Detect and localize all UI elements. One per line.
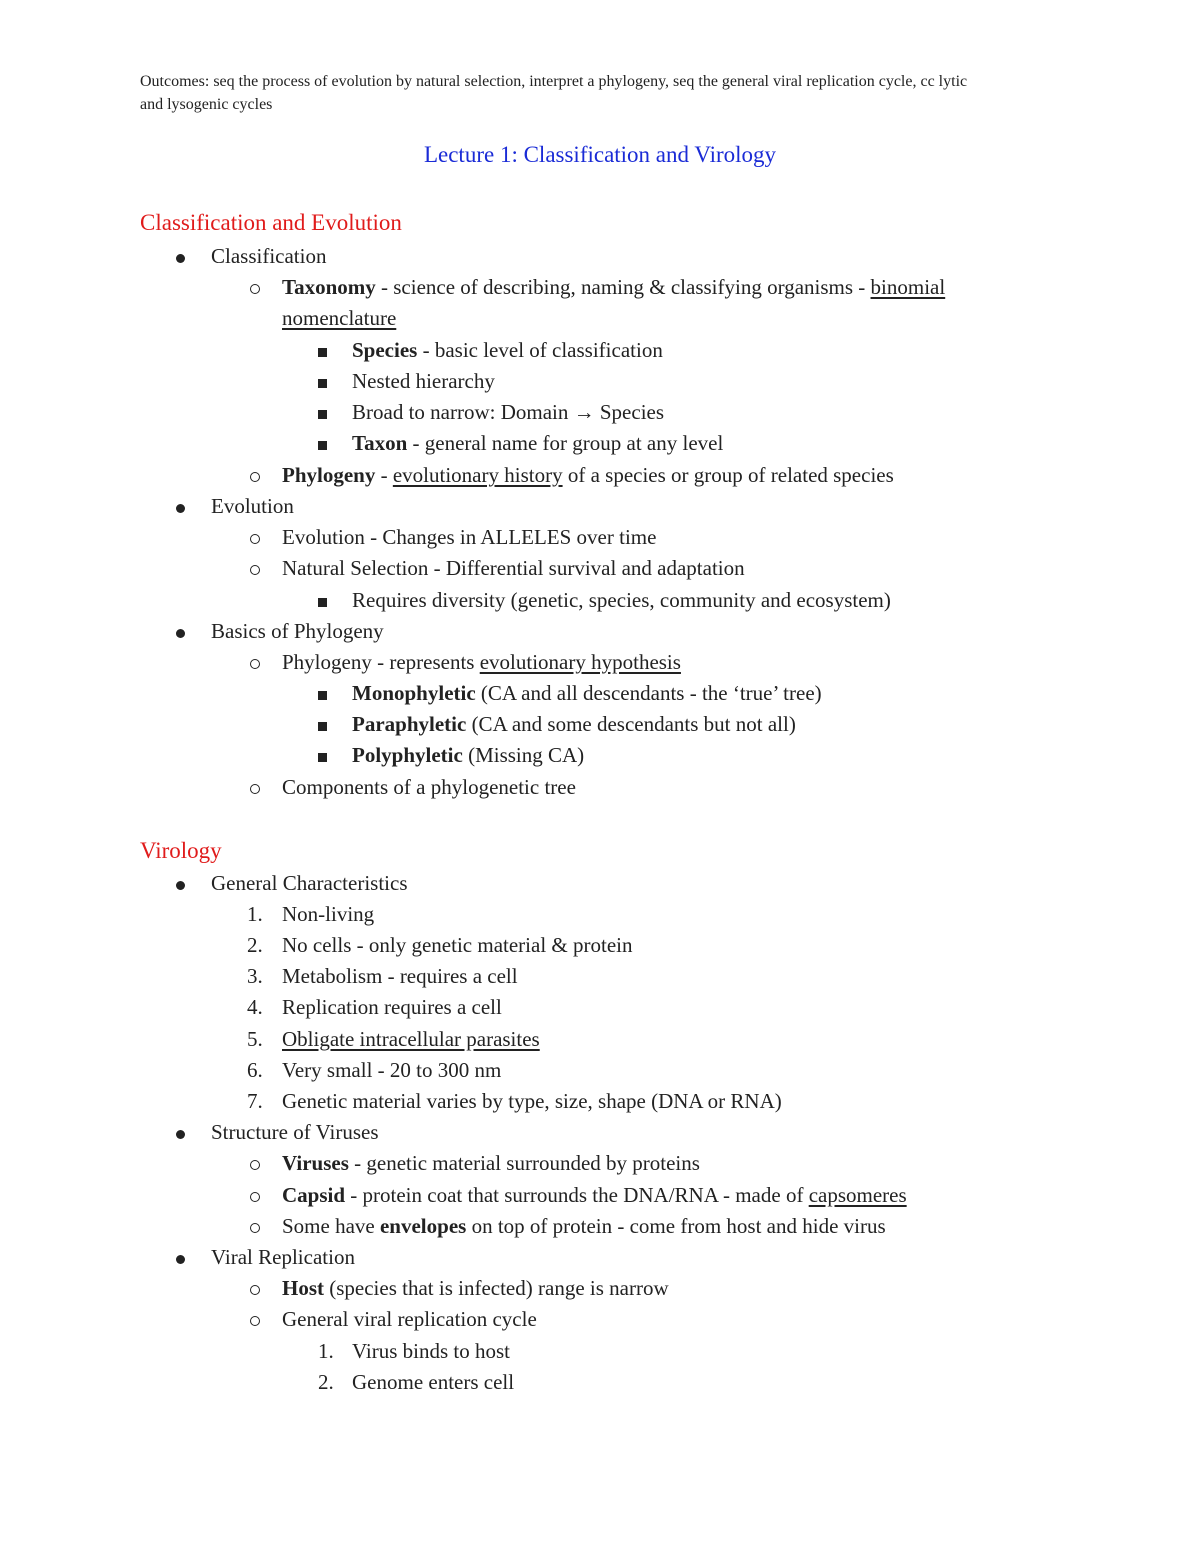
host-def: (species that is infected) range is narrow — [324, 1276, 669, 1300]
lecture-title: Lecture 1: Classification and Virology — [423, 142, 777, 167]
square-bullet-icon — [318, 428, 327, 459]
circle-bullet-icon — [250, 1211, 260, 1242]
list-number: 7. — [247, 1089, 263, 1113]
term-monophyletic: Monophyletic — [352, 681, 476, 705]
taxonomy-link-binomial: binomial — [870, 275, 946, 299]
list-item-phylogeny — [282, 460, 894, 491]
polyphyletic-def: (Missing CA) — [462, 743, 585, 767]
term-taxon: Taxon — [352, 431, 408, 455]
phylo-rep-text: Phylogeny - represents — [282, 650, 480, 674]
section-heading-classification: Classification and Evolution — [140, 210, 402, 235]
phylogeny-dash: - — [375, 463, 393, 487]
circle-bullet-icon — [250, 522, 260, 553]
outcomes-line-2: and lysogenic cycles — [140, 96, 273, 113]
circle-bullet-icon — [250, 553, 260, 584]
capsid-def: - protein coat that surrounds the DNA/RNA - made of — [345, 1183, 809, 1207]
list-item-viruses — [282, 1148, 700, 1179]
list-item-replication: Viral Replication — [211, 1245, 355, 1269]
list-item-structure: Structure of Viruses — [211, 1120, 379, 1144]
square-bullet-icon — [318, 678, 327, 709]
circle-bullet-icon — [250, 1180, 260, 1211]
square-bullet-icon — [318, 397, 327, 428]
list-number: 4. — [247, 995, 263, 1019]
outcomes-line-1: Outcomes: seq the process of evolution by natural selection, interpret a phylogeny, seq the general viral replication cycle, cc lytic — [140, 73, 968, 90]
species-definition: - basic level of classification — [417, 338, 663, 362]
list-item-taxonomy-cont — [282, 303, 396, 334]
taxonomy-definition: - science of describing, naming & classifying organisms - — [375, 275, 871, 299]
term-taxonomy: Taxonomy — [282, 275, 376, 299]
phylogeny-link: evolutionary history — [392, 463, 563, 487]
list-number: 1. — [318, 1339, 334, 1363]
list-item-numbered: Genetic material varies by type, size, shape (DNA or RNA) — [282, 1089, 782, 1113]
circle-bullet-icon — [250, 1148, 260, 1179]
list-item-polyphyletic — [352, 740, 584, 771]
list-item-numbered: Very small - 20 to 300 nm — [282, 1058, 502, 1082]
list-item-cycle: General viral replication cycle — [282, 1307, 537, 1331]
phylogeny-rest: of a species or group of related species — [562, 463, 894, 487]
list-item-taxonomy — [282, 272, 945, 303]
taxonomy-link-nomenclature: nomenclature — [282, 306, 397, 330]
term-species: Species — [352, 338, 418, 362]
paraphyletic-def: (CA and some descendants but not all) — [466, 712, 796, 736]
taxon-definition: - general name for group at any level — [407, 431, 724, 455]
capsid-link: capsomeres — [808, 1183, 907, 1207]
circle-bullet-icon — [250, 1273, 260, 1304]
term-viruses: Viruses — [282, 1151, 349, 1175]
list-item-natural-selection: Natural Selection - Differential survival and adaptation — [282, 556, 745, 580]
section-heading-virology: Virology — [140, 838, 222, 863]
list-item-nested: Nested hierarchy — [352, 369, 495, 393]
list-item-evolution-def: Evolution - Changes in ALLELES over time — [282, 525, 657, 549]
list-item-step: Genome enters cell — [352, 1370, 515, 1394]
phylo-rep-link: evolutionary hypothesis — [479, 650, 681, 674]
bullet-icon — [176, 616, 185, 647]
circle-bullet-icon — [250, 772, 260, 803]
circle-bullet-icon — [250, 1304, 260, 1335]
circle-bullet-icon — [250, 460, 260, 491]
list-item-numbered: Obligate intracellular parasites — [282, 1027, 540, 1051]
list-number: 2. — [247, 933, 263, 957]
term-host: Host — [282, 1276, 324, 1300]
square-bullet-icon — [318, 366, 327, 397]
list-item-components: Components of a phylogenetic tree — [282, 775, 576, 799]
list-item-numbered: Replication requires a cell — [282, 995, 502, 1019]
square-bullet-icon — [318, 585, 327, 616]
list-item-envelopes — [282, 1211, 886, 1242]
viruses-def: - genetic material surrounded by proteins — [348, 1151, 700, 1175]
list-item-capsid — [282, 1180, 907, 1211]
list-item-general: General Characteristics — [211, 871, 408, 895]
list-number: 1. — [247, 902, 263, 926]
list-item-numbered: Non-living — [282, 902, 375, 926]
square-bullet-icon — [318, 335, 327, 366]
list-item-basics: Basics of Phylogeny — [211, 619, 384, 643]
env-pre: Some have — [282, 1214, 380, 1238]
circle-bullet-icon — [250, 647, 260, 678]
list-item-broad: Broad to narrow: Domain → Species — [352, 400, 665, 424]
term-polyphyletic: Polyphyletic — [352, 743, 463, 767]
term-envelopes: envelopes — [379, 1214, 467, 1238]
list-item-monophyletic — [352, 678, 822, 709]
outcomes-text — [140, 70, 1070, 116]
list-number: 5. — [247, 1027, 263, 1051]
monophyletic-def: (CA and all descendants - the ‘true’ tree) — [475, 681, 822, 705]
list-item-classification: Classification — [211, 244, 327, 268]
list-number: 6. — [247, 1058, 263, 1082]
list-number: 3. — [247, 964, 263, 988]
env-post: on top of protein - come from host and hide virus — [466, 1214, 886, 1238]
square-bullet-icon — [318, 709, 327, 740]
list-item-evolution: Evolution — [211, 494, 294, 518]
list-item-phylo-rep — [282, 647, 681, 678]
circle-bullet-icon — [250, 272, 260, 303]
list-number: 2. — [318, 1370, 334, 1394]
list-item-diversity: Requires diversity (genetic, species, community and ecosystem) — [352, 588, 891, 612]
list-item-taxon — [352, 428, 723, 459]
list-item-host — [282, 1273, 669, 1304]
term-capsid: Capsid — [282, 1183, 346, 1207]
list-item-numbered: No cells - only genetic material & protein — [282, 933, 633, 957]
bullet-icon — [176, 1117, 185, 1148]
square-bullet-icon — [318, 740, 327, 771]
bullet-icon — [176, 868, 185, 899]
list-item-step: Virus binds to host — [352, 1339, 511, 1363]
list-item-paraphyletic — [352, 709, 796, 740]
bullet-icon — [176, 491, 185, 522]
list-item-numbered: Metabolism - requires a cell — [282, 964, 518, 988]
bullet-icon — [176, 1242, 185, 1273]
bullet-icon — [176, 241, 185, 272]
term-paraphyletic: Paraphyletic — [352, 712, 467, 736]
term-phylogeny: Phylogeny — [282, 463, 376, 487]
list-item-species — [352, 335, 663, 366]
